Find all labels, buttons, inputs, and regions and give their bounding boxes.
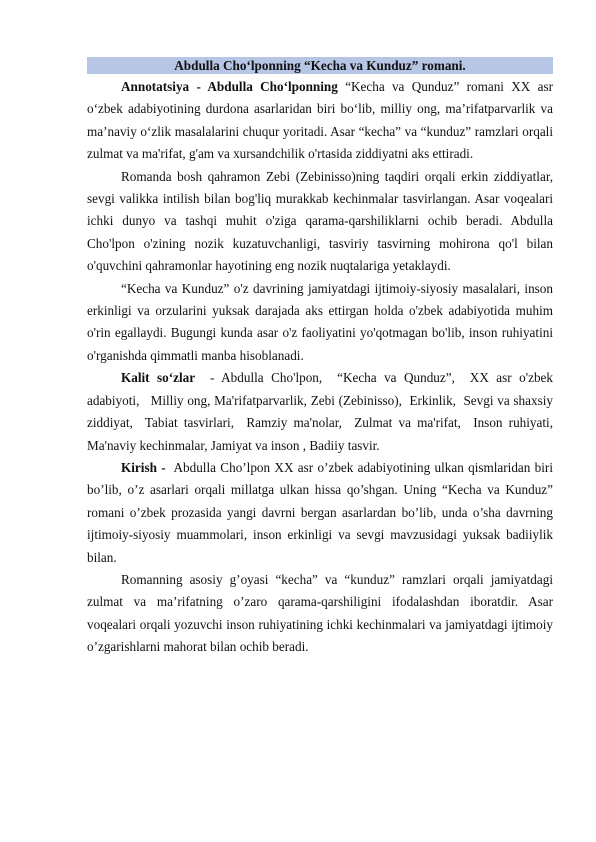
body-paragraph-2: “Kecha va Kunduz” o'z davrining jamiyatdagi ijtimoiy-siyosiy masalalari, inson erkinligi va orzularini yuksak darajada aks ettirgan holda o'zbek adabiyotida muhim o'rin egallaydi. Bugungi kunda asar o'z faoliyatini yo'qotmagan bo'lib, inson ruhiyatini o'rganishda qimmatli manba hisoblanadi. [87, 280, 553, 363]
keywords-text: - Abdulla Cho'lpon, “Kecha va Qunduz”, XX asr o'zbek adabiyoti, Milliy ong, Ma'rifatparvarlik, Zebi (Zebinisso), Erkinlik, Sevgi va shaxsiy ziddiyat, Tabiat tasvirlari, Ramziy ma'nolar, Zulmat va ma'rifat, Inson ruhiyati, Ma'naviy kechinmalar, Jamiyat va inson , Badiiy tasvir. [87, 370, 560, 453]
intro-paragraph [87, 457, 557, 569]
document-title: Abdulla Cho‘lponning “Kecha va Kunduz” romani. [87, 57, 553, 74]
body-paragraph-1: Romanda bosh qahramon Zebi (Zebinisso)ning taqdiri orqali erkin ziddiyatlar, sevgi valikka intilish bilan bog'liq murakkab kechinmalar tasvirlangan. Asar voqealari ichki dunyo va tashqi muhit o'ziga qarama-qarshiliklarni ochib beradi. Abdulla Cho'lpon o'zining nozik kuzatuvchanligi, tasviriy tasvirning mohirona qo'l bilan o'quvchini qahramonlar hayotining eng nozik nuqtalariga yetaklaydi. [87, 168, 553, 274]
annotation-paragraph [87, 76, 553, 166]
annotation-label: Annotatsiya - Abdulla Cho‘lponning [121, 79, 338, 94]
intro-label: Kirish - [121, 459, 166, 475]
keywords-paragraph [87, 367, 560, 457]
keywords-label: Kalit so‘zlar [121, 370, 196, 386]
document-page [87, 57, 560, 659]
annotation-text: “Kecha va Qunduz” romani XX asr o‘zbek adabiyotining durdona asarlaridan biri bo‘lib, milliy ong, ma’rifatparvarlik va ma’naviy o‘zlik masalalarini chuqur yoritadi. Asar “kecha” va “kunduz” ramzlari orqali zulmat va ma'rifat, g'am va xursandchilik o'rtasida ziddiyatni aks ettiradi. [87, 79, 553, 162]
intro-text: Abdulla Cho’lpon XX asr o’zbek adabiyotining ulkan qismlaridan biri bo’lib, o’z asarlari orqali millatga ulkan hissa qo’shgan. Uning “Kecha va Kunduz” romani o’zbek prozasida yangi davrni bergan asarlardan bo’lib, unda o’sha davrning ijtimoiy-siyosiy muammolari, inson erkinligi va sevgi mavzusidagi yuksak badiiylik bilan. [87, 459, 557, 565]
final-paragraph: Romanning asosiy g’oyasi “kecha” va “kunduz” ramzlari orqali jamiyatdagi zulmat va ma’rifatning o’zaro qarama-qarshiligini ifodalashdan iboratdir. Asar voqealari orqali yozuvchi inson ruhiyatining ichki kechinmalari va jamiyatdagi ijtimoiy o’zgarishlarni mahorat bilan ochib beradi. [87, 571, 553, 655]
